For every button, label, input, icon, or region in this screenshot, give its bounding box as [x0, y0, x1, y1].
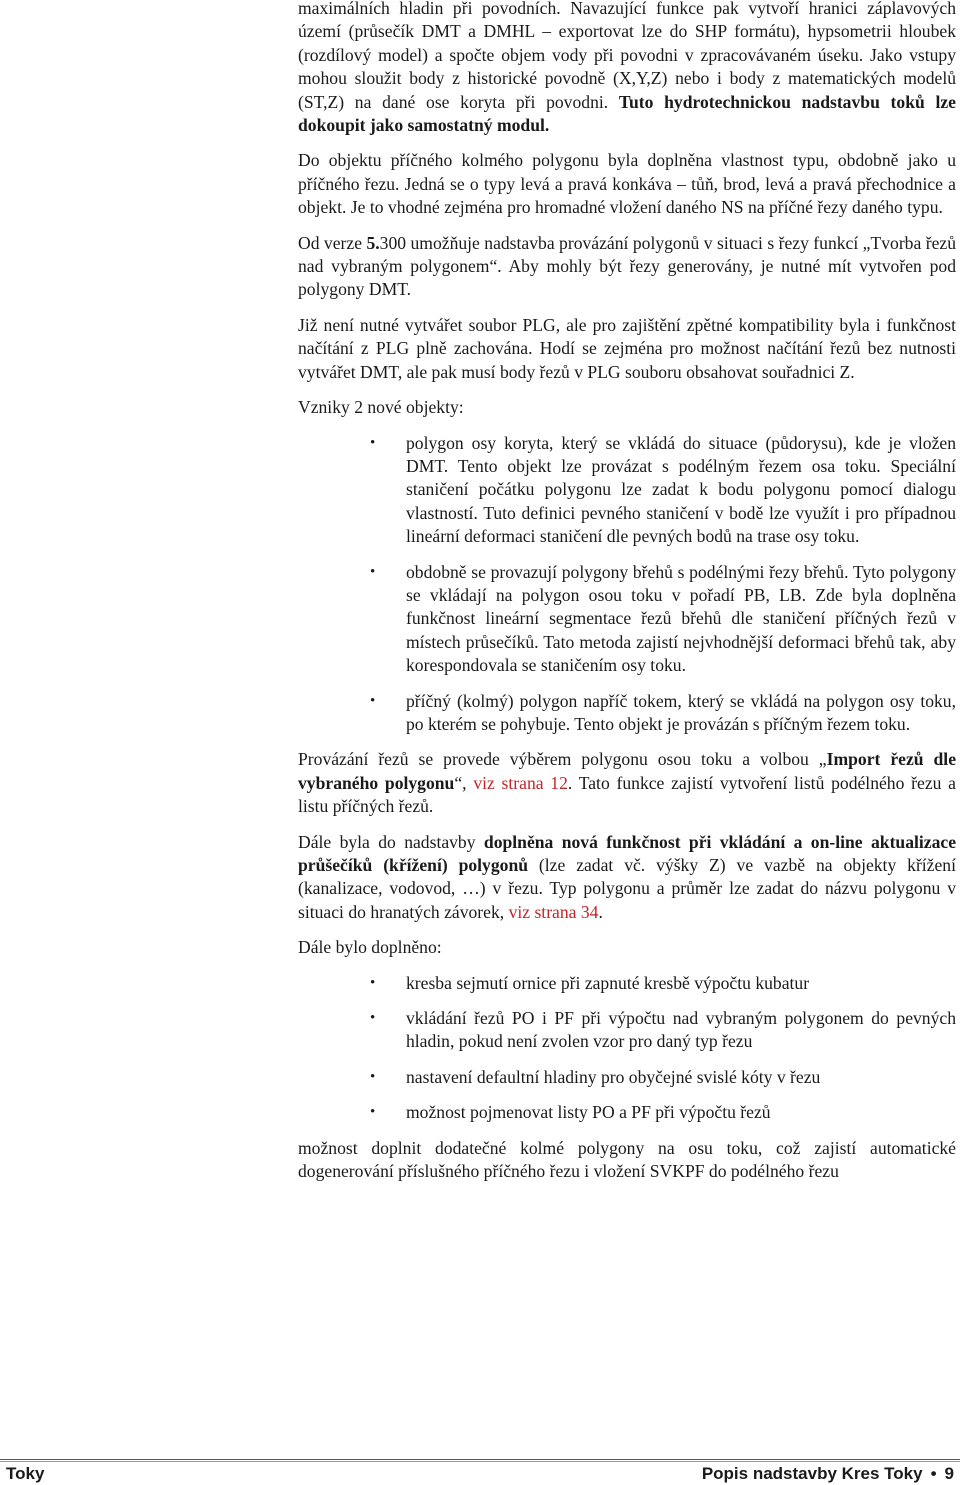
page-12-link[interactable]: viz strana 12 — [473, 772, 568, 793]
page-34-link[interactable]: viz strana 34 — [508, 901, 599, 922]
version-paragraph — [298, 232, 956, 302]
footer-divider-secondary — [0, 1461, 960, 1462]
list-item — [298, 1066, 956, 1089]
list-item — [298, 561, 956, 678]
online-text-2: (lze zadat vč. výšky Z) ve vazbě na objekty křížení (kanalizace, vodovod, …) v řezu. Typ polygonu a průměr lze zadat do názvu polygonu v situaci do hranatých závorek, — [298, 855, 956, 922]
list-item-text: kresba sejmutí ornice při zapnuté kresbě výpočtu kubatur — [406, 972, 810, 993]
bullet-icon: • — [370, 434, 376, 451]
cross-polygon-paragraph: Do objektu příčného kolmého polygonu byla doplněna vlastnost typu, obdobně jako u příčného řezu. Jedná se o typy levá a pravá konkáva – tůň, brod, levá a pravá přechodnice a objekt. Je to vhodné zejména pro hromadné vložení daného NS na příčné řezy daného typu. — [298, 150, 956, 218]
footer-document-title: Popis nadstavby Kres Toky — [701, 1464, 923, 1483]
list-item-text: možnost pojmenovat listy PO a PF při výpočtu řezů — [406, 1102, 771, 1123]
online-bold: doplněna nová funkčnost při vkládání a on-line aktualizace průšečíků (křížení) polygonů — [298, 831, 957, 875]
bullet-icon: • — [370, 563, 376, 580]
bullet-icon: • — [370, 692, 376, 709]
list-item — [298, 972, 956, 995]
added-list — [298, 972, 956, 1125]
online-paragraph — [298, 831, 956, 925]
footer-separator: • — [930, 1464, 937, 1483]
page-number: 9 — [944, 1464, 954, 1483]
linking-bold: Import řezů dle vybraného polygonu — [298, 749, 957, 793]
bullet-icon: • — [370, 1104, 376, 1121]
online-text-3: . — [598, 901, 603, 922]
document-body — [298, 0, 956, 1183]
list-item — [298, 1007, 956, 1054]
objects-list — [298, 432, 956, 737]
linking-text-3: . Tato funkce zajistí vytvoření listů podélného řezu a listu příčných řezů. — [298, 772, 956, 817]
version-text-2: 300 umožňuje nadstavba provázání polygonů v situaci s řezy funkcí „Tvorba řezů nad vybraným polygonem“. Aby mohly být řezy generovány, je nutné mít vytvořen pod polygony DMT. — [298, 232, 956, 300]
new-objects-paragraph: Vzniky 2 nové objekty: — [298, 397, 464, 418]
footer-page-info — [702, 1464, 954, 1484]
online-text-1: Dále byla do nadstavby — [298, 831, 484, 852]
intro-paragraph — [298, 0, 956, 137]
linking-text-1: Provázání řezů se provede výběrem polygonu osou toku a volbou „ — [298, 749, 827, 770]
list-item — [298, 1101, 956, 1124]
last-paragraph: možnost doplnit dodatečné kolmé polygony na osu toku, což zajistí automatické dogenerování příslušného příčného řezu i vložení SVKPF do podélného řezu — [298, 1137, 956, 1182]
bullet-icon: • — [370, 1010, 376, 1027]
version-bold: 5. — [366, 232, 380, 253]
intro-text: maximálních hladin při povodních. Navazující funkce pak vytvoří hranici záplavových území (průsečík DMT a DMHL – exportovat lze do SHP formátu), hypsometrii hloubek (rozdílový model) a spočte objem vody při povodni v zpracovávaném úseku. Jako vstupy mohou sloužit body z historické povodně (X,Y,Z) nebo i body z matematických modelů (ST,Z) na dané ose koryta při povodni. — [298, 0, 956, 112]
intro-bold-text: Tuto hydrotechnickou nadstavbu toků lze dokoupit jako samostatný modul. — [298, 91, 956, 136]
plg-paragraph: Již není nutné vytvářet soubor PLG, ale pro zajištění zpětné kompatibility byla i funkčnost načítání z PLG plně zachována. Hodí se zejména pro možnost načítání řezů bez nutnosti vytvářet DMT, ale pak musí body řezů v PLG souboru obsahovat souřadnici Z. — [298, 314, 956, 382]
added-paragraph: Dále bylo doplněno: — [298, 937, 442, 958]
list-item-text: příčný (kolmý) polygon napříč tokem, který se vkládá na polygon osy toku, po kterém se pohybuje. Tento objekt je provázán s příčným řezem toku. — [406, 690, 956, 734]
linking-text-2: “, — [454, 772, 474, 793]
list-item-text: polygon osy koryta, který se vkládá do situace (půdorysu), kde je vložen DMT. Tento objekt lze provázat s podélným řezem osa toku. Speciální staničení počátku polygonu lze zadat k bodu polygonu pomocí dialogu vlastností. Tuto definici pevného staničení v bodě lze využít i pro případnou lineární deformaci staničení dle pevných bodů na trase osy toku. — [406, 432, 956, 547]
linking-paragraph — [298, 748, 956, 818]
version-text-1: Od verze — [298, 232, 367, 253]
bullet-icon: • — [370, 974, 376, 991]
footer-divider — [0, 1459, 960, 1460]
list-item-text: obdobně se provazují polygony břehů s podélnými řezy břehů. Tyto polygony se vkládají na polygon osou toku v pořadí PB, LB. Zde byla doplněna funkčnost lineární segmentace řezů břehů dle staničení příčných řezů v místech průsečíků. Tato metoda zajistí nejvhodnější deformaci břehů tak, aby korespondovala se staničením osy toku. — [406, 561, 956, 676]
list-item — [298, 432, 956, 549]
list-item — [298, 690, 956, 737]
footer-section-title: Toky — [6, 1464, 45, 1483]
list-item-text: nastavení defaultní hladiny pro obyčejné svislé kóty v řezu — [406, 1066, 821, 1087]
list-item-text: vkládání řezů PO i PF při výpočtu nad vybraným polygonem do pevných hladin, pokud není zvolen vzor pro daný typ řezu — [406, 1008, 956, 1052]
bullet-icon: • — [370, 1068, 376, 1085]
